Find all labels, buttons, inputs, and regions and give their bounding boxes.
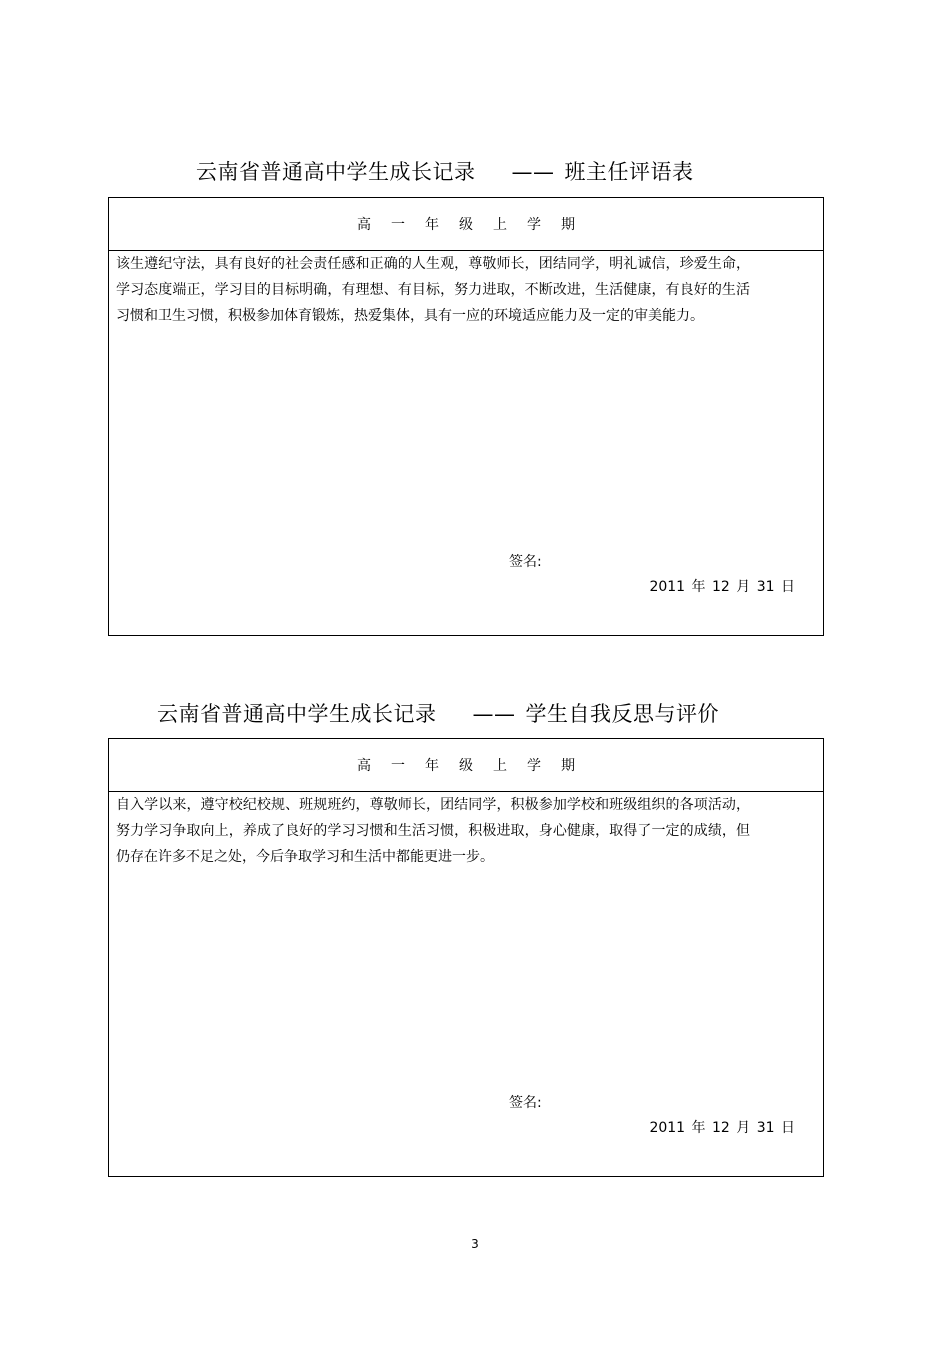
date-year-unit: 年 <box>691 1120 706 1136</box>
page-number: 3 <box>471 1237 479 1251</box>
term-char: 高 <box>357 758 371 774</box>
term-char: 级 <box>459 758 473 774</box>
title-dash: —— <box>472 702 516 726</box>
date-day: 31 <box>756 1120 775 1136</box>
date-year-unit: 年 <box>691 579 706 595</box>
date-year: 2011 <box>649 579 686 595</box>
teacher-comment-text: 该生遵纪守法，具有良好的社会责任感和正确的人生观，尊敬师长，团结同学，明礼诚信，珍爱生命，学习态度端正，学习目的目标明确，有理想、有目标，努力进取，不断改进，生活健康，有良好的生活习惯和卫生习惯，积极参加体育锻炼，热爱集体，具有一应的环境适应能力及一定的审美能力。 <box>116 256 750 324</box>
date-day: 31 <box>756 579 775 595</box>
term-char: 学 <box>527 217 541 233</box>
title-sub: 班主任评语表 <box>564 160 694 184</box>
term-char: 期 <box>561 758 575 774</box>
term-char: 上 <box>493 758 507 774</box>
term-char: 期 <box>561 217 575 233</box>
term-char: 一 <box>391 217 405 233</box>
date-line <box>648 1117 796 1137</box>
section-title-teacher-comment <box>196 156 694 186</box>
date-month: 12 <box>711 579 730 595</box>
term-header <box>109 739 823 792</box>
term-char: 级 <box>459 217 473 233</box>
title-main: 云南省普通高中学生成长记录 <box>196 160 476 184</box>
signature-label: 签名: <box>509 1095 542 1111</box>
term-char: 年 <box>425 217 439 233</box>
title-dash: —— <box>511 160 555 184</box>
term-char: 高 <box>357 217 371 233</box>
self-reflection-box <box>108 738 824 1177</box>
teacher-comment-box <box>108 197 824 636</box>
date-day-unit: 日 <box>781 1120 795 1136</box>
date-month-unit: 月 <box>736 579 751 595</box>
date-line <box>648 576 796 596</box>
term-header <box>109 198 823 251</box>
term-char: 学 <box>527 758 541 774</box>
title-sub: 学生自我反思与评价 <box>525 702 719 726</box>
date-month-unit: 月 <box>736 1120 751 1136</box>
date-month: 12 <box>711 1120 730 1136</box>
term-char: 年 <box>425 758 439 774</box>
date-year: 2011 <box>649 1120 686 1136</box>
term-char: 上 <box>493 217 507 233</box>
term-char: 一 <box>391 758 405 774</box>
section-title-self-reflection <box>157 698 719 728</box>
signature-label: 签名: <box>509 554 542 570</box>
self-reflection-text: 自入学以来，遵守校纪校规、班规班约，尊敬师长，团结同学，积极参加学校和班级组织的各项活动，努力学习争取向上，养成了良好的学习习惯和生活习惯，积极进取，身心健康，取得了一定的成绩，但仍存在许多不足之处，今后争取学习和生活中都能更进一步。 <box>116 797 750 865</box>
date-day-unit: 日 <box>781 579 795 595</box>
title-main: 云南省普通高中学生成长记录 <box>157 702 437 726</box>
